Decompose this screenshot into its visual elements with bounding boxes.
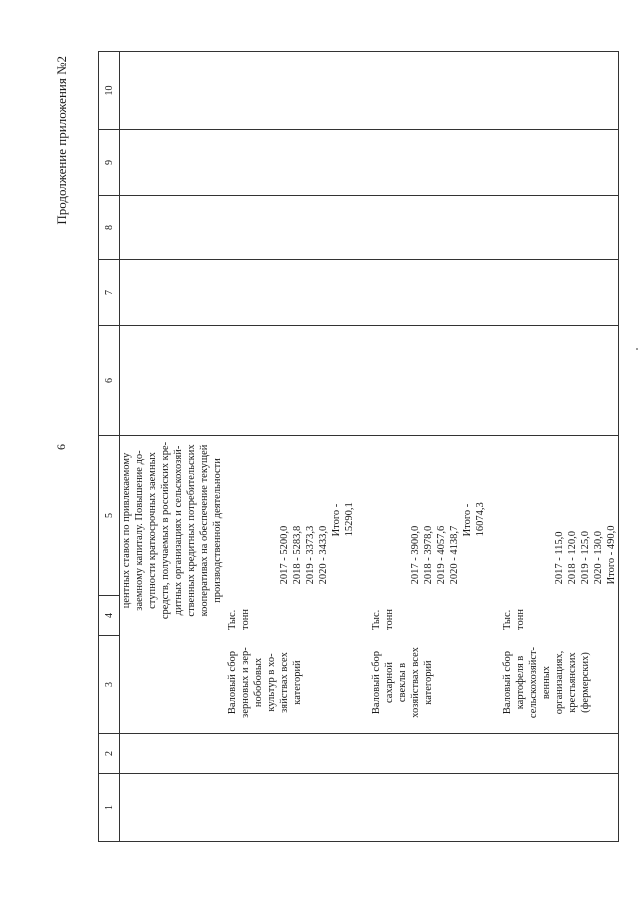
rotated-content [50, 50, 617, 850]
col-1-cell [120, 774, 619, 842]
indicator-value: 2017 - 5200,0 [279, 525, 290, 585]
indicator-name-line: сельскохозяйст- [528, 646, 539, 719]
col-2-cell [120, 734, 619, 774]
indicator-unit-line: тонн [515, 609, 526, 630]
indicator-value: 2018 - 120,0 [567, 531, 578, 585]
indicator-total [605, 436, 618, 584]
indicator-block [501, 436, 618, 733]
intro-line: средств, получаемых в российских кре- [160, 441, 171, 620]
indicator-unit-line: тонн [384, 609, 395, 630]
indicators [226, 436, 618, 733]
indicator-total-line: Итого - [331, 503, 342, 537]
indicator-value: 2020 - 4138,7 [449, 525, 460, 585]
appendix-title: Продолжение приложения №2 [54, 56, 69, 225]
body-row [120, 52, 619, 842]
header-cell-8: 8 [99, 196, 120, 260]
header-cell-4: 4 [99, 596, 120, 636]
indicator-name-line: Валовый сбор [371, 650, 382, 715]
indicator-unit [501, 590, 618, 636]
indicator-name-line: категорий [292, 660, 303, 705]
col-7-cell [120, 260, 619, 326]
indicator-value: 2018 - 5283,8 [292, 525, 303, 585]
indicator-name-line: хозяйствах всех [410, 647, 421, 718]
intro-line: ступности краткосрочных заемных [147, 452, 158, 609]
content-cell [120, 436, 619, 734]
indicator-name [226, 636, 356, 733]
indicator-total-line: Итого - [462, 503, 473, 537]
indicator-name-line: венных [541, 665, 552, 700]
intro-line: производственной деятельности [212, 458, 223, 603]
indicator-name [501, 636, 618, 733]
indicator-name [370, 636, 487, 733]
header-cell-6: 6 [99, 326, 120, 436]
intro-line: дитных организациях и сельскохозяй- [173, 445, 184, 616]
indicator-name-line: культур в хо- [266, 653, 277, 712]
indicator-total [330, 436, 356, 584]
indicator-block [370, 436, 487, 733]
program-table [98, 51, 619, 842]
header-cell-5: 5 [99, 436, 120, 596]
intro-line: ственных кредитных потребительских [186, 444, 197, 617]
indicator-name-line: зяйствах всех [279, 652, 290, 713]
col-9-cell [120, 130, 619, 196]
indicator-total-line: 16074,3 [475, 502, 486, 537]
header-cell-2: 2 [99, 734, 120, 774]
indicator-block [226, 436, 356, 733]
indicator-name-line: (фермерских) [580, 652, 591, 713]
indicator-value: 2019 - 125,0 [580, 531, 591, 585]
indicator-value: 2017 - 115,0 [554, 531, 565, 585]
header-cell-3: 3 [99, 636, 120, 734]
indicator-unit-line: Тыс. [502, 609, 513, 630]
indicator-name-line: организациях, [554, 650, 565, 715]
indicator-name-line: категорий [423, 660, 434, 705]
col-6-cell [120, 326, 619, 436]
col-10-cell [120, 52, 619, 130]
indicator-values [501, 436, 618, 590]
indicator-value: 2017 - 3900,0 [410, 525, 421, 585]
indicator-value: 2019 - 3373,3 [305, 525, 316, 585]
indicator-name-line: Валовый сбор [502, 650, 513, 715]
header-cell-9: 9 [99, 130, 120, 196]
intro-line: центных ставок по привлекаемому [121, 452, 132, 609]
indicator-value: 2020 - 3433,0 [318, 525, 329, 585]
indicator-values [370, 436, 487, 590]
header-row [99, 52, 120, 842]
indicator-name-line: Валовый сбор [227, 650, 238, 715]
indicator-name-line: нобобовых [253, 657, 264, 708]
intro-line: кооперативах на обеспечение текущей [199, 444, 210, 617]
indicator-value: 2019 - 4057,6 [436, 525, 447, 585]
indicator-total-line: 15290,1 [344, 502, 355, 537]
indicator-unit-line: Тыс. [227, 609, 238, 630]
page-number: 6 [54, 444, 68, 450]
indicator-name-line: свеклы в [397, 662, 408, 703]
col-8-cell [120, 196, 619, 260]
indicator-unit [370, 590, 487, 636]
indicator-unit-line: Тыс. [371, 609, 382, 630]
header-cell-10: 10 [99, 52, 120, 130]
indicator-value: 2018 - 3978,0 [423, 525, 434, 585]
indicator-unit-line: тонн [240, 609, 251, 630]
indicator-name-line: крестьянских [567, 652, 578, 713]
indicator-value: 2020 - 130,0 [593, 531, 604, 585]
indicator-total-line: Итого - 490,0 [606, 525, 617, 585]
intro-text [120, 436, 224, 733]
indicator-name-line: картофеля в [515, 655, 526, 710]
indicator-total [461, 436, 487, 584]
indicator-name-line: зерновых и зер- [240, 647, 251, 718]
indicator-name-line: сахарной [384, 662, 395, 703]
intro-line: заемному капиталу. Повышение до- [134, 450, 145, 611]
indicator-values [226, 436, 356, 590]
indicator-unit [226, 590, 356, 636]
header-cell-1: 1 [99, 774, 120, 842]
scan-speck [636, 348, 638, 350]
header-cell-7: 7 [99, 260, 120, 326]
